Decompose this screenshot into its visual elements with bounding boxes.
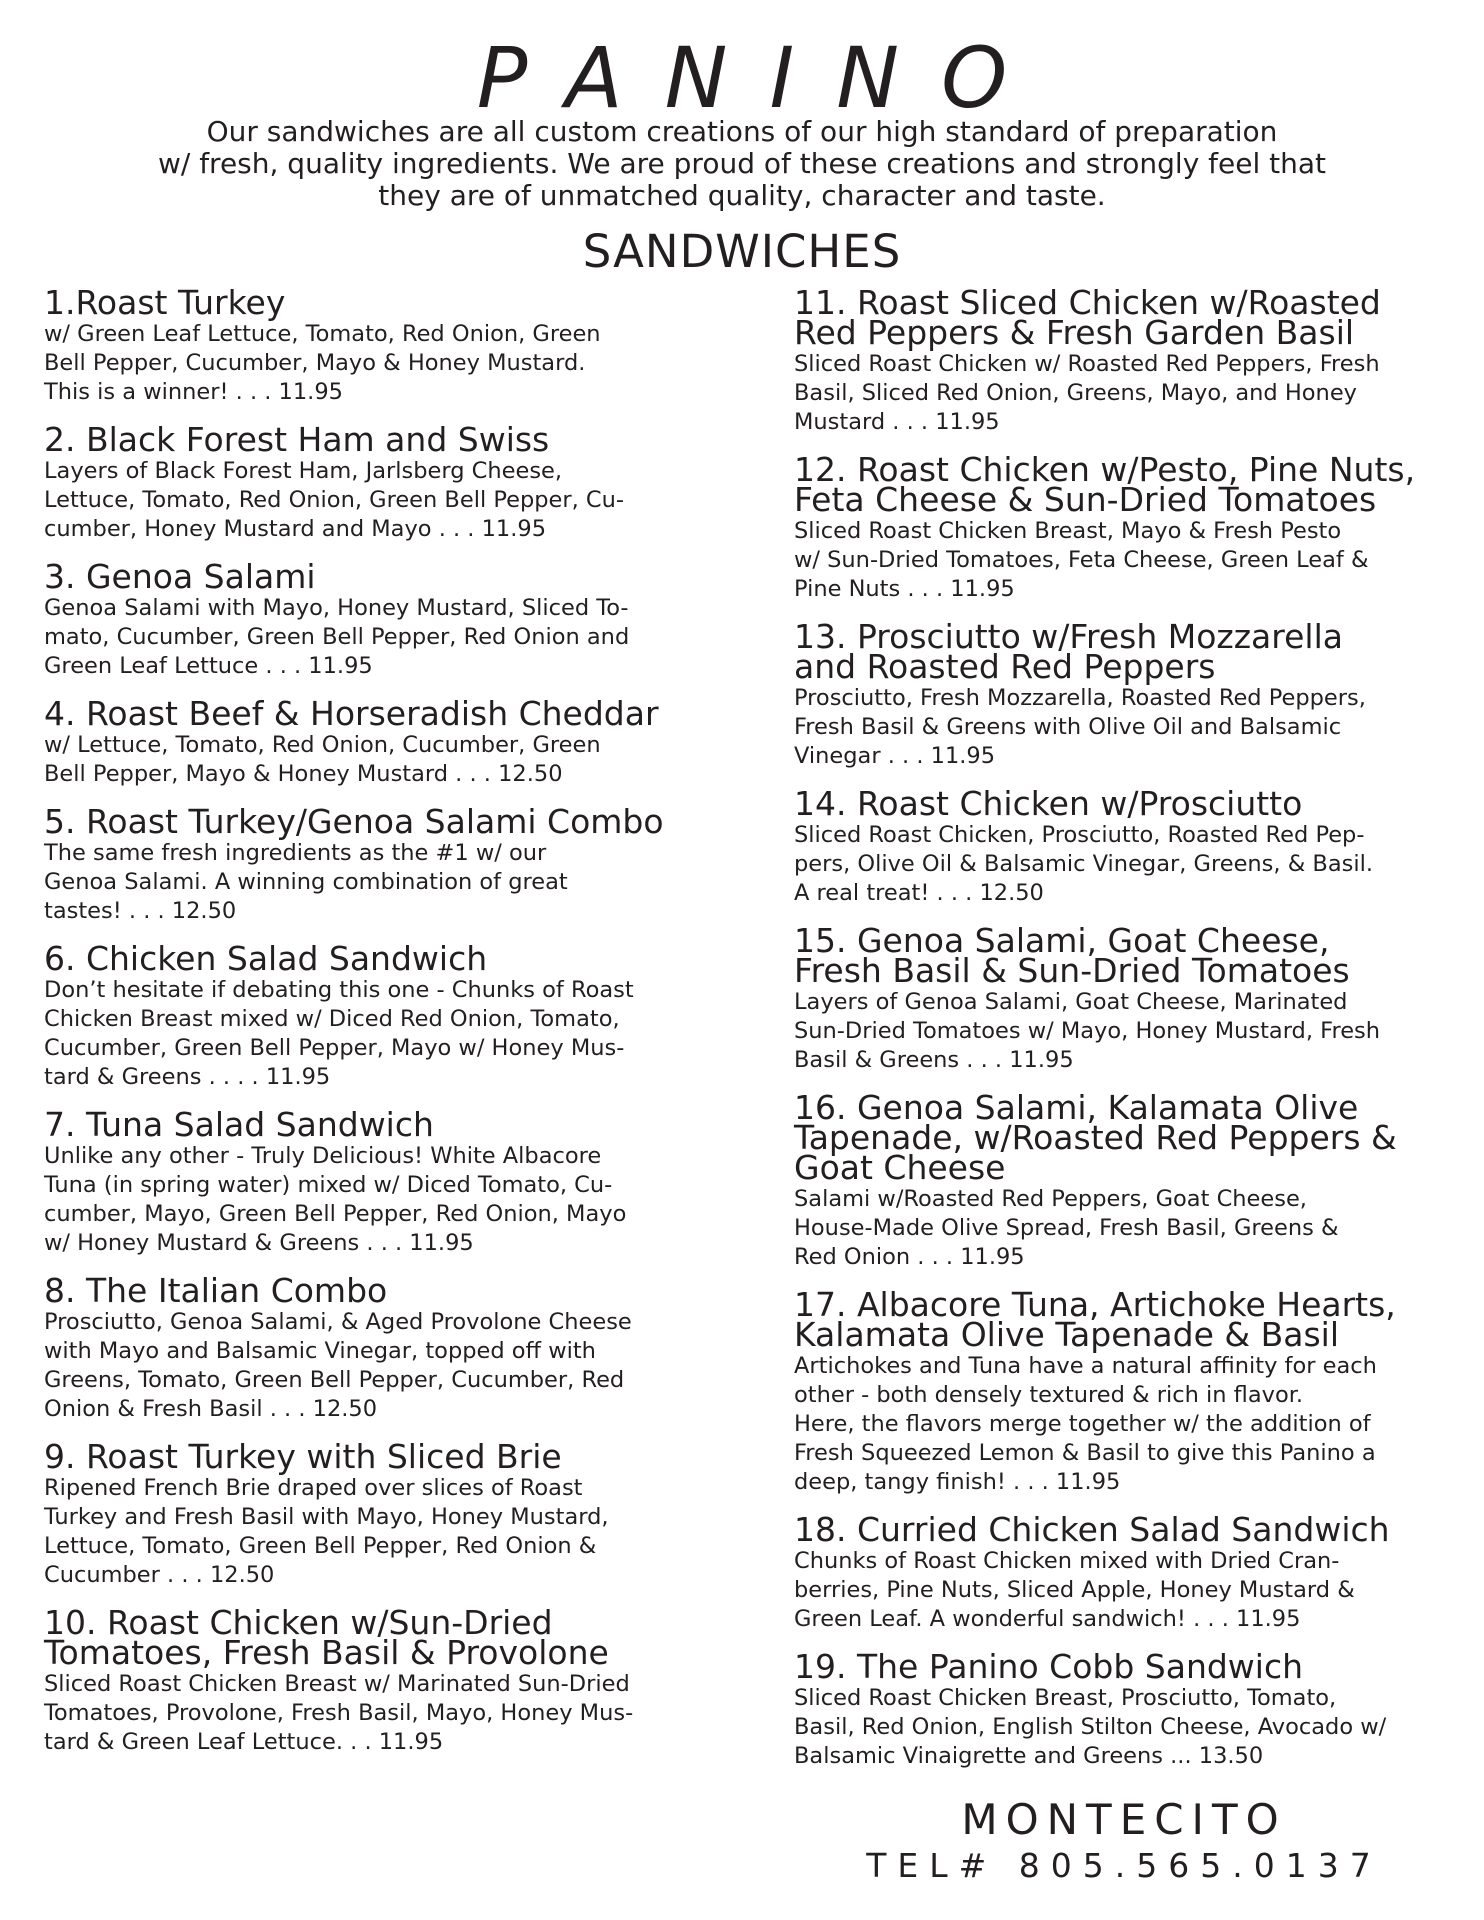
intro-line: w/ fresh, quality ingredients. We are proud of these creations and strongly feel that — [157, 147, 1327, 180]
menu-item — [44, 695, 704, 789]
menu-item-description-line: Artichokes and Tuna have a natural affinity for each — [794, 1353, 1377, 1379]
menu-item-title-line: 2. Black Forest Ham and Swiss — [44, 420, 550, 459]
menu-item — [44, 1438, 704, 1590]
menu-item-description-line: deep, tangy finish! . . . 11.95 — [794, 1469, 1121, 1495]
menu-item-description — [44, 594, 704, 681]
menu-item-title-line: 6. Chicken Salad Sandwich — [44, 939, 488, 978]
menu-item-description-line: Greens, Tomato, Green Bell Pepper, Cucumber, Red — [44, 1367, 625, 1393]
menu-item-description-line: Fresh Basil & Greens with Olive Oil and Balsamic — [794, 714, 1342, 740]
menu-item — [794, 1089, 1454, 1272]
menu-item-title — [44, 802, 704, 841]
menu-item-description-line: Layers of Black Forest Ham, Jarlsberg Cheese, — [44, 458, 563, 484]
menu-item-title — [44, 557, 704, 596]
menu-item-description-line: The same fresh ingredients as the #1 w/ our — [44, 840, 547, 866]
menu-item-title-line: Fresh Basil & Sun-Dried Tomatoes — [794, 951, 1350, 990]
menu-item-description — [44, 976, 704, 1092]
menu-item-description — [44, 1670, 704, 1757]
menu-item-description — [794, 517, 1454, 604]
menu-item-description-line: Prosciutto, Genoa Salami, & Aged Provolone Cheese — [44, 1309, 632, 1335]
menu-item-description — [794, 1352, 1454, 1497]
menu-item-title — [794, 784, 1454, 823]
menu-item-title-line: Feta Cheese & Sun-Dried Tomatoes — [794, 480, 1377, 519]
menu-item-title-line: 13. Prosciutto w/Fresh Mozzarella — [794, 617, 1343, 656]
menu-item-description-line: This is a winner! . . . 11.95 — [44, 379, 343, 405]
menu-item-description-line: Green Leaf Lettuce . . . 11.95 — [44, 653, 373, 679]
menu-item-description — [44, 839, 704, 926]
menu-item-description-line: Bell Pepper, Mayo & Honey Mustard . . . 12.50 — [44, 761, 563, 787]
menu-item — [44, 940, 704, 1092]
menu-item-title — [44, 420, 704, 459]
menu-item — [44, 558, 704, 681]
menu-item-title-line: 18. Curried Chicken Salad Sandwich — [794, 1510, 1390, 1549]
menu-item — [44, 1604, 704, 1757]
menu-item-title-line: 11. Roast Sliced Chicken w/Roasted — [794, 283, 1381, 322]
menu-item-description-line: Chunks of Roast Chicken mixed with Dried Cran- — [794, 1548, 1340, 1574]
menu-item-title-line: 4. Roast Beef & Horseradish Cheddar — [44, 694, 659, 733]
menu-item-description — [44, 320, 704, 407]
menu-item-title-line: 14. Roast Chicken w/Prosciutto — [794, 784, 1303, 823]
menu-item-description-line: Green Leaf. A wonderful sandwich! . . . 11.95 — [794, 1606, 1301, 1632]
menu-item-description-line: Balsamic Vinaigrette and Greens ... 13.50 — [794, 1743, 1264, 1769]
menu-item — [794, 1648, 1454, 1771]
menu-item-title — [44, 283, 704, 322]
menu-item-title — [794, 1088, 1454, 1187]
menu-item-description-line: Cucumber . . . 12.50 — [44, 1562, 275, 1588]
menu-item-title-line: Goat Cheese — [794, 1148, 1006, 1187]
menu-item-description-line: Prosciutto, Fresh Mozzarella, Roasted Red Peppers, — [794, 685, 1366, 711]
menu-item-title — [44, 694, 704, 733]
menu-item-title — [794, 617, 1454, 686]
menu-item-description-line: Vinegar . . . 11.95 — [794, 743, 996, 769]
menu-item — [44, 421, 704, 544]
intro-line: Our sandwiches are all custom creations of our high standard of preparation — [206, 115, 1278, 148]
menu-item-description-line: Bell Pepper, Cucumber, Mayo & Honey Mustard. — [44, 350, 586, 376]
menu-item-description-line: Tuna (in spring water) mixed w/ Diced Tomato, Cu- — [44, 1172, 613, 1198]
menu-item-title — [44, 1105, 704, 1144]
menu-item-description-line: tard & Green Leaf Lettuce. . . 11.95 — [44, 1729, 444, 1755]
menu-item-title — [794, 1510, 1454, 1549]
menu-item-title — [44, 1271, 704, 1310]
menu-item-description-line: Pine Nuts . . . 11.95 — [794, 576, 1015, 602]
intro-paragraph — [80, 116, 1404, 212]
menu-item-title — [44, 939, 704, 978]
menu-item-description-line: other - both densely textured & rich in flavor. — [794, 1382, 1304, 1408]
menu-item-title — [794, 450, 1454, 519]
menu-item-title-line: 1.Roast Turkey — [44, 283, 286, 322]
menu-item-description — [794, 1185, 1454, 1272]
menu-item-description-line: w/ Sun-Dried Tomatoes, Feta Cheese, Green Leaf & — [794, 547, 1369, 573]
menu-item — [794, 785, 1454, 908]
menu-item-description-line: Salami w/Roasted Red Peppers, Goat Cheese, — [794, 1186, 1307, 1212]
menu-item-title-line: Tomatoes, Fresh Basil & Provolone — [44, 1633, 609, 1672]
menu-item-title-line: 16. Genoa Salami, Kalamata Olive — [794, 1088, 1359, 1127]
menu-item-description-line: tastes! . . . 12.50 — [44, 898, 237, 924]
menu-item-description — [794, 821, 1454, 908]
menu-item-title-line: 5. Roast Turkey/Genoa Salami Combo — [44, 802, 664, 841]
menu-item-description-line: Lettuce, Tomato, Green Bell Pepper, Red Onion & — [44, 1533, 597, 1559]
menu-item-description-line: Tomatoes, Provolone, Fresh Basil, Mayo, Honey Mus- — [44, 1700, 634, 1726]
menu-item-description — [44, 1142, 704, 1258]
menu-item — [44, 803, 704, 926]
menu-item-description-line: tard & Greens . . . . 11.95 — [44, 1064, 331, 1090]
menu-item-title — [794, 1647, 1454, 1686]
menu-item-description — [44, 1308, 704, 1424]
menu-item-description — [794, 1684, 1454, 1771]
menu-item-description-line: Sun-Dried Tomatoes w/ Mayo, Honey Mustard, Fresh — [794, 1018, 1381, 1044]
menu-item-description-line: cumber, Mayo, Green Bell Pepper, Red Onion, Mayo — [44, 1201, 627, 1227]
menu-item — [44, 284, 704, 407]
menu-item-title — [794, 1285, 1454, 1354]
menu-item-title-line: 10. Roast Chicken w/Sun-Dried — [44, 1603, 553, 1642]
menu-item-title-line: 8. The Italian Combo — [44, 1271, 388, 1310]
right-menu-column — [794, 284, 1454, 1785]
section-title: SANDWICHES — [582, 225, 902, 278]
menu-item — [44, 1106, 704, 1258]
menu-item-description-line: Lettuce, Tomato, Red Onion, Green Bell Pepper, Cu- — [44, 487, 625, 513]
left-menu-column — [44, 284, 704, 1771]
menu-item-description-line: House-Made Olive Spread, Fresh Basil, Greens & — [794, 1215, 1339, 1241]
menu-item-description-line: Onion & Fresh Basil . . . 12.50 — [44, 1396, 378, 1422]
menu-item-description-line: Ripened French Brie draped over slices of Roast — [44, 1475, 583, 1501]
menu-item-description-line: w/ Lettuce, Tomato, Red Onion, Cucumber, Green — [44, 732, 601, 758]
footer-phone: TEL# 805.565.0137 — [866, 1846, 1382, 1885]
menu-item-description-line: w/ Honey Mustard & Greens . . . 11.95 — [44, 1230, 474, 1256]
menu-item-description — [794, 988, 1454, 1075]
menu-item — [794, 451, 1454, 604]
menu-item-description-line: Basil, Red Onion, English Stilton Cheese, Avocado w/ — [794, 1714, 1387, 1740]
menu-item-description-line: Genoa Salami with Mayo, Honey Mustard, Sliced To- — [44, 595, 629, 621]
menu-item-title — [44, 1603, 704, 1672]
menu-item-description-line: Here, the flavors merge together w/ the addition of — [794, 1411, 1371, 1437]
menu-item-title-line: Tapenade, w/Roasted Red Peppers & — [794, 1118, 1397, 1157]
menu-item-description-line: Fresh Squeezed Lemon & Basil to give this Panino a — [794, 1440, 1376, 1466]
menu-item — [794, 284, 1454, 437]
menu-item-title-line: Kalamata Olive Tapenade & Basil — [794, 1315, 1339, 1354]
menu-item-title — [794, 283, 1454, 352]
menu-item-description-line: Turkey and Fresh Basil with Mayo, Honey Mustard, — [44, 1504, 609, 1530]
menu-item-description-line: Sliced Roast Chicken w/ Roasted Red Peppers, Fresh — [794, 351, 1380, 377]
menu-item-description-line: cumber, Honey Mustard and Mayo . . . 11.95 — [44, 516, 547, 542]
menu-item-description-line: Basil & Greens . . . 11.95 — [794, 1047, 1074, 1073]
menu-item-description-line: Sliced Roast Chicken Breast, Prosciutto, Tomato, — [794, 1685, 1337, 1711]
menu-item-description-line: berries, Pine Nuts, Sliced Apple, Honey Mustard & — [794, 1577, 1355, 1603]
menu-item-description-line: Basil, Sliced Red Onion, Greens, Mayo, and Honey — [794, 380, 1357, 406]
menu-item-title-line: 7. Tuna Salad Sandwich — [44, 1105, 434, 1144]
menu-item-description — [794, 350, 1454, 437]
menu-item-description-line: Sliced Roast Chicken, Prosciutto, Roasted Red Pep- — [794, 822, 1365, 848]
menu-item-description-line: Chicken Breast mixed w/ Diced Red Onion, Tomato, — [44, 1006, 620, 1032]
menu-item-description-line: A real treat! . . . 12.50 — [794, 880, 1044, 906]
menu-item-description-line: Sliced Roast Chicken Breast w/ Marinated Sun-Dried — [44, 1671, 630, 1697]
menu-item-description-line: Cucumber, Green Bell Pepper, Mayo w/ Honey Mus- — [44, 1035, 625, 1061]
menu-item — [44, 1272, 704, 1424]
menu-item — [794, 1511, 1454, 1634]
menu-item-title-line: 15. Genoa Salami, Goat Cheese, — [794, 921, 1330, 960]
menu-item-description-line: w/ Green Leaf Lettuce, Tomato, Red Onion, Green — [44, 321, 601, 347]
menu-item-description — [794, 1547, 1454, 1634]
menu-item-title-line: 17. Albacore Tuna, Artichoke Hearts, — [794, 1285, 1396, 1324]
menu-item-title — [44, 1437, 704, 1476]
menu-item-description — [44, 457, 704, 544]
footer-location: MONTECITO — [961, 1795, 1287, 1844]
menu-item-description — [44, 1474, 704, 1590]
menu-item-title-line: and Roasted Red Peppers — [794, 647, 1216, 686]
menu-item-description — [794, 684, 1454, 771]
menu-item-description-line: Genoa Salami. A winning combination of great — [44, 869, 568, 895]
menu-item-description-line: pers, Olive Oil & Balsamic Vinegar, Greens, & Basil. — [794, 851, 1374, 877]
menu-item-description-line: Unlike any other - Truly Delicious! White Albacore — [44, 1143, 602, 1169]
menu-item — [794, 922, 1454, 1075]
menu-item-title-line: Red Peppers & Fresh Garden Basil — [794, 313, 1355, 352]
menu-item-title-line: 9. Roast Turkey with Sliced Brie — [44, 1437, 562, 1476]
restaurant-title: PANINO — [476, 29, 1050, 127]
menu-item-description-line: Mustard . . . 11.95 — [794, 409, 1000, 435]
menu-item-description-line: Red Onion . . . 11.95 — [794, 1244, 1025, 1270]
menu-item — [794, 1286, 1454, 1497]
menu-item-title-line: 19. The Panino Cobb Sandwich — [794, 1647, 1304, 1686]
menu-item-title-line: 3. Genoa Salami — [44, 557, 316, 596]
menu-item-description — [44, 731, 704, 789]
menu-item-description-line: Don’t hesitate if debating this one - Chunks of Roast — [44, 977, 634, 1003]
menu-item-description-line: mato, Cucumber, Green Bell Pepper, Red Onion and — [44, 624, 630, 650]
menu-item-description-line: Layers of Genoa Salami, Goat Cheese, Marinated — [794, 989, 1348, 1015]
menu-item-description-line: Sliced Roast Chicken Breast, Mayo & Fresh Pesto — [794, 518, 1342, 544]
menu-item-description-line: with Mayo and Balsamic Vinegar, topped off with — [44, 1338, 596, 1364]
intro-line: they are of unmatched quality, character and taste. — [378, 179, 1106, 212]
menu-item-title — [794, 921, 1454, 990]
menu-item — [794, 618, 1454, 771]
menu-item-title-line: 12. Roast Chicken w/Pesto, Pine Nuts, — [794, 450, 1416, 489]
